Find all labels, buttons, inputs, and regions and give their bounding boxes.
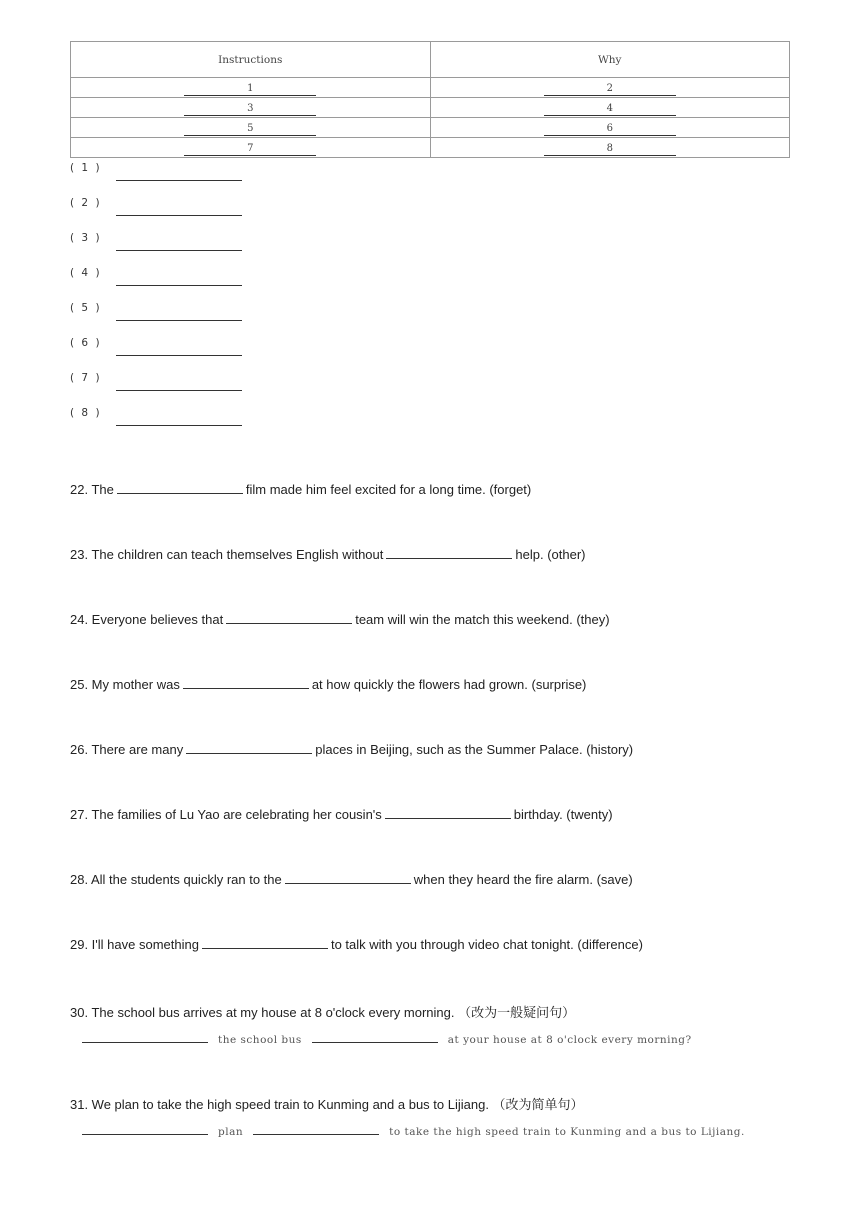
blank-3[interactable]: 3 bbox=[184, 103, 316, 116]
question-text: at how quickly the flowers had grown. (surprise) bbox=[311, 677, 587, 692]
question-30: 30. The school bus arrives at my house at 8 o'clock every morning. （改为一般疑问句） bbox=[70, 1005, 576, 1020]
answer-line[interactable] bbox=[116, 390, 242, 391]
question-text: to talk with you through video chat tonight. (difference) bbox=[330, 937, 643, 952]
blank-8[interactable]: 8 bbox=[544, 143, 676, 156]
answer-blank[interactable] bbox=[285, 871, 411, 884]
table-row bbox=[71, 78, 790, 98]
answer-line[interactable] bbox=[116, 355, 242, 356]
question-31-end: to take the high speed train to Kunming and a bus to Lijiang. bbox=[389, 1126, 745, 1138]
blank-1[interactable]: 1 bbox=[184, 83, 316, 96]
answer-blank[interactable] bbox=[183, 676, 309, 689]
question-text: 25. My mother was bbox=[70, 677, 180, 692]
question-text: team will win the match this weekend. (they) bbox=[355, 612, 610, 627]
answer-line[interactable] bbox=[116, 180, 242, 181]
table-row bbox=[71, 118, 790, 138]
answer-blank[interactable] bbox=[385, 806, 511, 819]
question-text: film made him feel excited for a long time. (forget) bbox=[245, 482, 532, 497]
answer-number: ( 6 ) bbox=[70, 337, 102, 349]
question-30-mid: the school bus bbox=[218, 1034, 302, 1046]
answer-line[interactable] bbox=[116, 215, 242, 216]
answer-line[interactable] bbox=[116, 425, 242, 426]
answer-row bbox=[70, 335, 270, 357]
question-30-answer bbox=[82, 1030, 692, 1046]
question-text: 29. I'll have something bbox=[70, 937, 199, 952]
answer-row bbox=[70, 160, 270, 182]
answer-blank[interactable] bbox=[82, 1030, 208, 1043]
answer-number: ( 3 ) bbox=[70, 232, 102, 244]
blank-4[interactable]: 4 bbox=[544, 103, 676, 116]
question-text: 22. The bbox=[70, 482, 114, 497]
answer-row bbox=[70, 370, 270, 392]
answer-blank[interactable] bbox=[386, 546, 512, 559]
answer-number: ( 1 ) bbox=[70, 162, 102, 174]
answer-number: ( 4 ) bbox=[70, 267, 102, 279]
question-text: 28. All the students quickly ran to the bbox=[70, 872, 282, 887]
question-28 bbox=[70, 871, 633, 887]
answer-number: ( 7 ) bbox=[70, 372, 102, 384]
header-instructions: Instructions bbox=[71, 42, 431, 78]
answer-blank[interactable] bbox=[312, 1030, 438, 1043]
question-text: 26. There are many bbox=[70, 742, 184, 757]
question-29 bbox=[70, 936, 643, 952]
blank-2[interactable]: 2 bbox=[544, 83, 676, 96]
answer-number: ( 8 ) bbox=[70, 407, 102, 419]
answer-blank[interactable] bbox=[186, 741, 312, 754]
question-24 bbox=[70, 611, 610, 627]
blank-7[interactable]: 7 bbox=[184, 143, 316, 156]
answer-row bbox=[70, 195, 270, 217]
answer-line[interactable] bbox=[116, 320, 242, 321]
answer-line[interactable] bbox=[116, 250, 242, 251]
answer-blank[interactable] bbox=[253, 1122, 379, 1135]
answer-number: ( 2 ) bbox=[70, 197, 102, 209]
question-31-answer bbox=[82, 1122, 745, 1138]
answer-line[interactable] bbox=[116, 285, 242, 286]
question-text: 27. The families of Lu Yao are celebrating her cousin's bbox=[70, 807, 382, 822]
question-text: 23. The children can teach themselves English without bbox=[70, 547, 384, 562]
table-row bbox=[71, 138, 790, 158]
question-text: help. (other) bbox=[515, 547, 586, 562]
answer-blank[interactable] bbox=[226, 611, 352, 624]
answer-row bbox=[70, 265, 270, 287]
question-22 bbox=[70, 481, 531, 497]
question-text: when they heard the fire alarm. (save) bbox=[413, 872, 633, 887]
answer-row bbox=[70, 300, 270, 322]
question-25 bbox=[70, 676, 586, 692]
answer-row bbox=[70, 405, 270, 427]
question-31: 31. We plan to take the high speed train to Kunming and a bus to Lijiang. （改为简单句） bbox=[70, 1097, 584, 1112]
answer-number: ( 5 ) bbox=[70, 302, 102, 314]
question-text: places in Beijing, such as the Summer Palace. (history) bbox=[315, 742, 634, 757]
header-why: Why bbox=[430, 42, 790, 78]
question-27 bbox=[70, 806, 613, 822]
answer-blank[interactable] bbox=[82, 1122, 208, 1135]
blank-5[interactable]: 5 bbox=[184, 123, 316, 136]
answer-row bbox=[70, 230, 270, 252]
question-text: 24. Everyone believes that bbox=[70, 612, 224, 627]
question-23 bbox=[70, 546, 585, 562]
answer-blank[interactable] bbox=[202, 936, 328, 949]
question-30-end: at your house at 8 o'clock every morning? bbox=[447, 1034, 692, 1046]
question-text: birthday. (twenty) bbox=[513, 807, 613, 822]
question-26 bbox=[70, 741, 633, 757]
question-31-mid: plan bbox=[218, 1126, 244, 1138]
table-row bbox=[71, 98, 790, 118]
instructions-table bbox=[70, 41, 790, 158]
answer-blank[interactable] bbox=[117, 481, 243, 494]
blank-6[interactable]: 6 bbox=[544, 123, 676, 136]
table-header-row bbox=[71, 42, 790, 78]
